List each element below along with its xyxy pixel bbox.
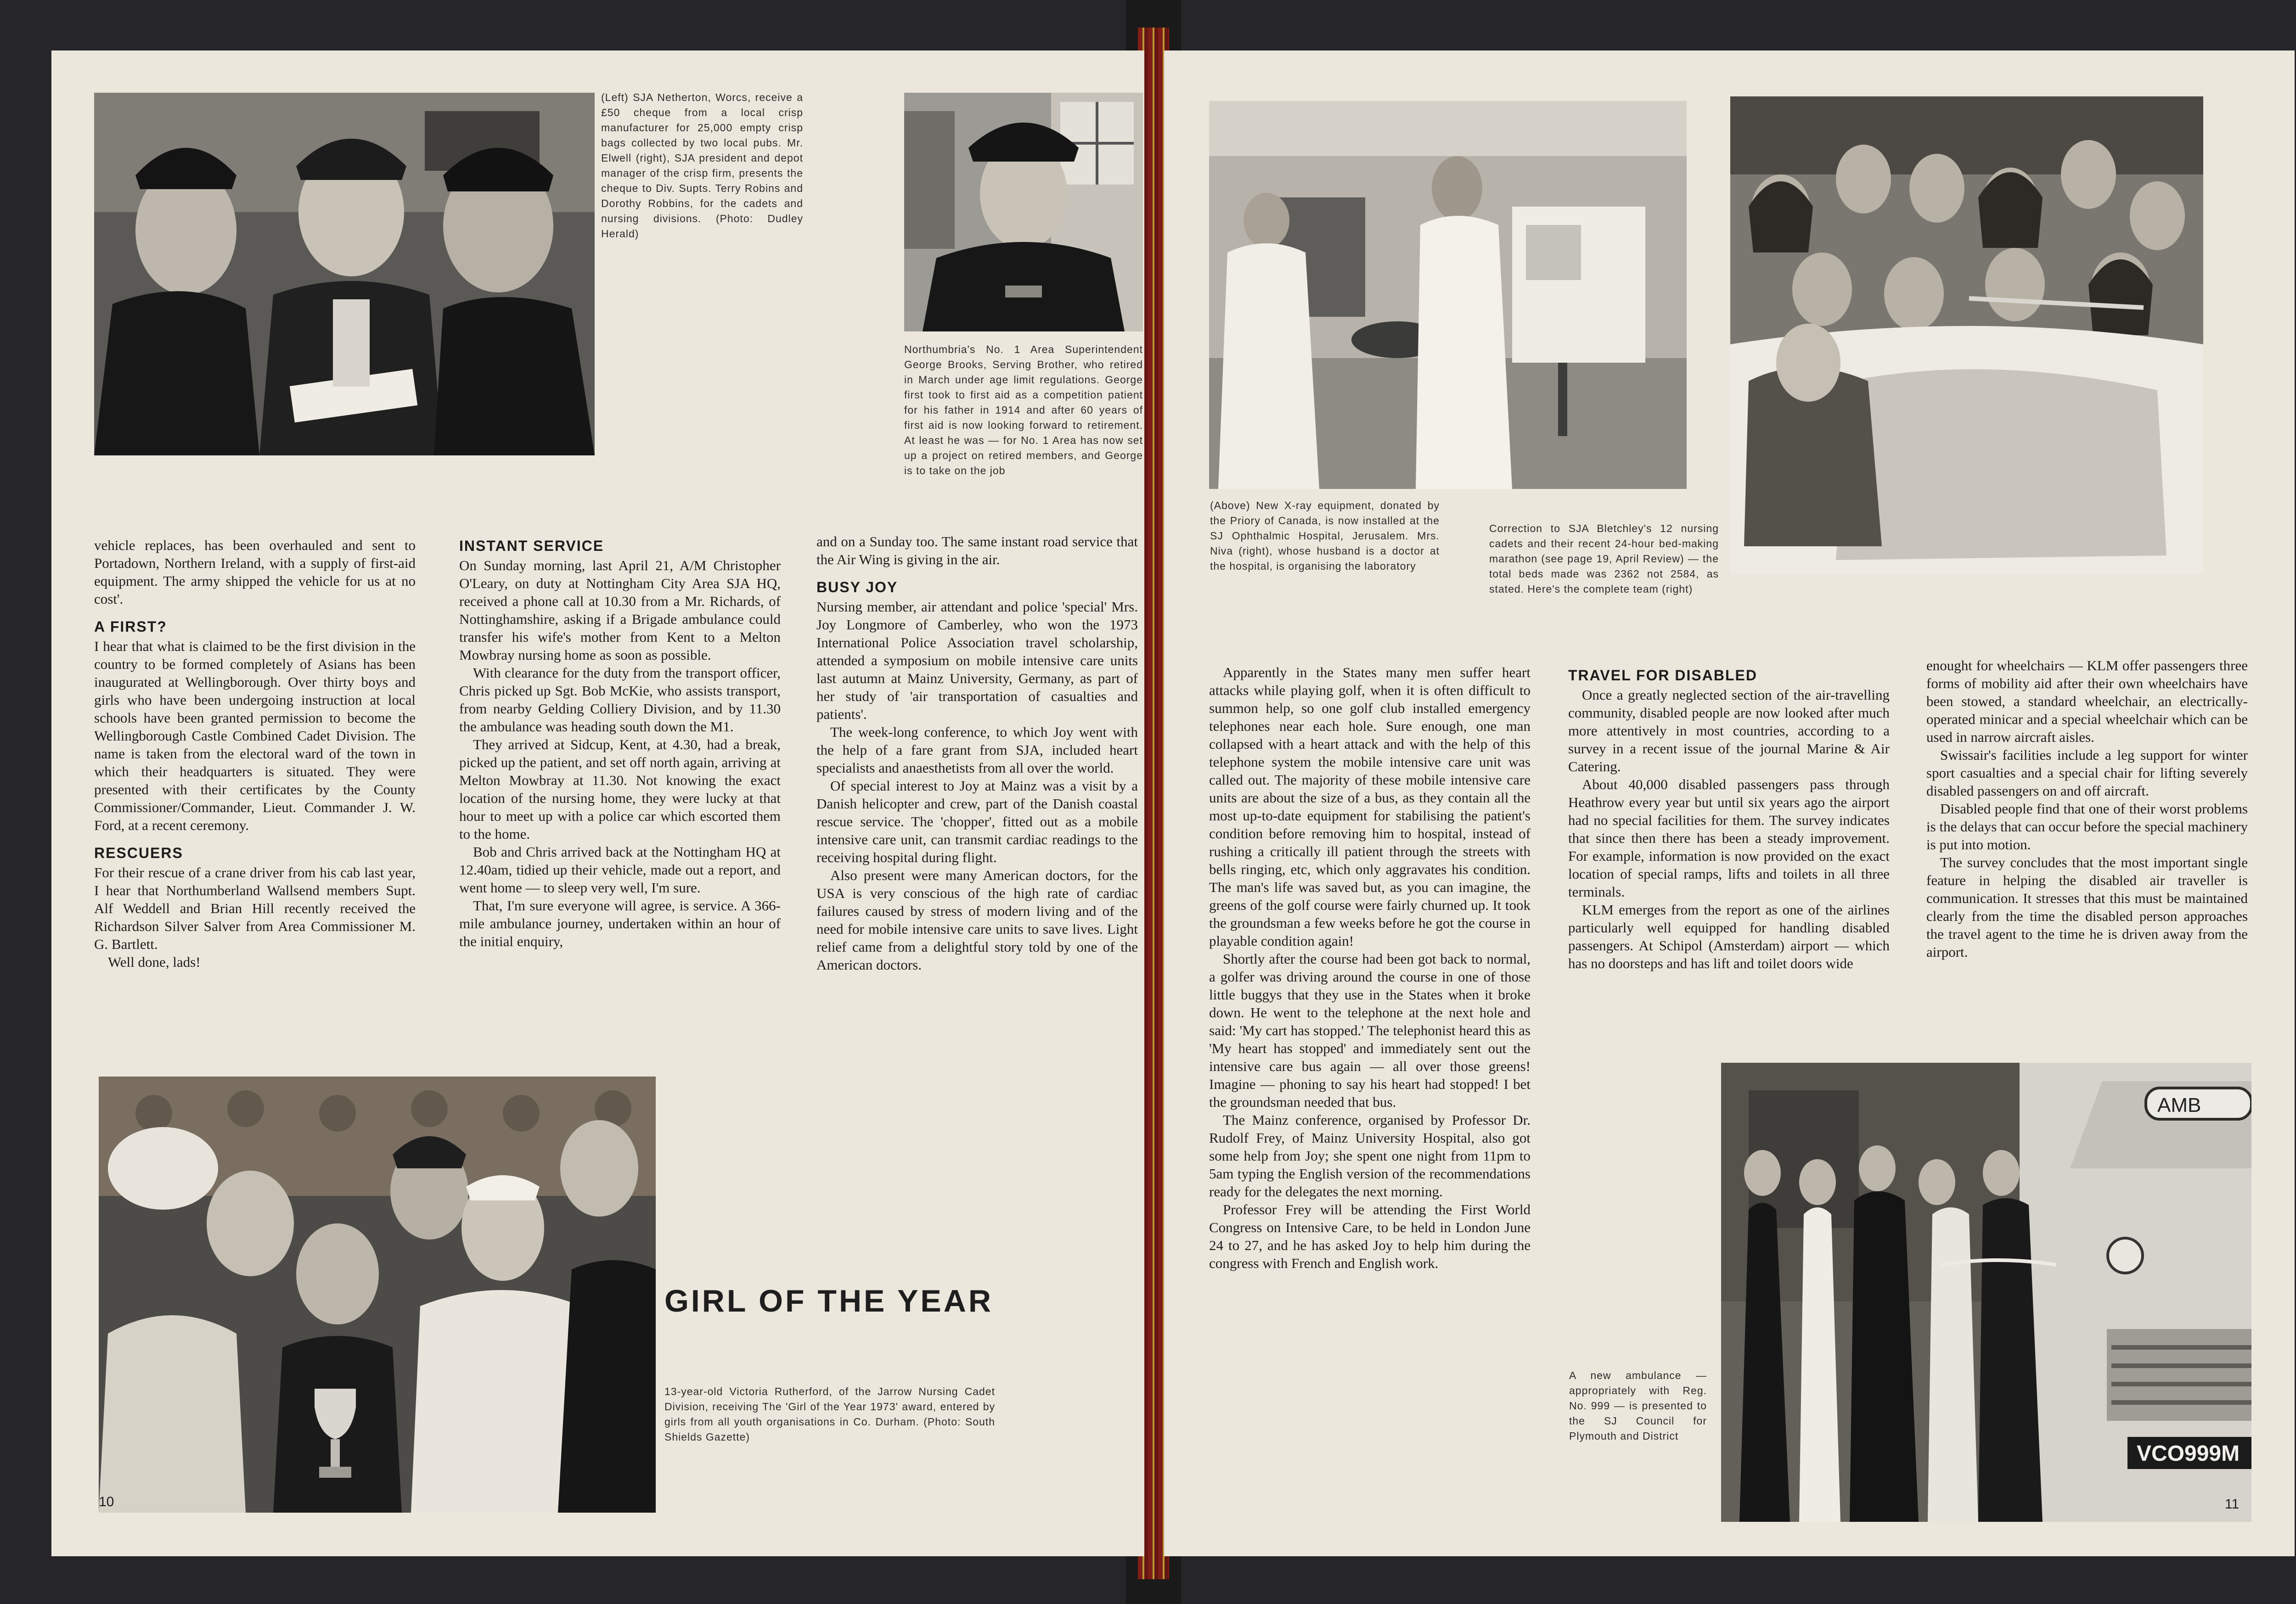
paragraph: The week-long conference, to which Joy went with the help of a fare grant from SJA, included heart specialists and anaesthetists from all over the world. xyxy=(816,724,1138,776)
nursing-cadets-photo xyxy=(1730,96,2203,574)
paragraph: On Sunday morning, last April 21, A/M Christopher O'Leary, on duty at Nottingham City Area SJA HQ, received a phone call at 10.30 from a Mr. Richards, of Nottinghamshire, asking if a Brigade ambulance could transfer his wife's mother from Kent to a Melton Mowbray nursing home as soon as possible. xyxy=(459,557,781,663)
right-page xyxy=(1164,50,2295,1556)
girl-of-the-year-photo xyxy=(99,1077,656,1513)
paragraph: The Mainz conference, organised by Professor Dr. Rudolf Frey, of Mainz University Hospital, also got some help from Joy; she spent one night from 11pm to 5am typing the English version of the recommendations ready for the delegates the next morning. xyxy=(1209,1112,1531,1200)
heading-a-first: A FIRST? xyxy=(94,618,167,635)
cheque-photo-caption: (Left) SJA Netherton, Worcs, receive a £50 cheque from a local crisp manufacturer for 25,000 empty crisp bags collected by two local pubs. Mr. Elwell (right), SJA president and depot manager of the crisp firm, presents the cheque to Div. Supts. Terry Robins and Dorothy Robbins, for the cadets and nursing divisions. (Photo: Dudley Herald) xyxy=(601,91,803,240)
paragraph: The survey concludes that the most important single feature in helping the disabled air traveller is communication. It stresses that this must be maintained clearly from the time the disabled person approaches the travel agent to the time he is driven away from the airport. xyxy=(1926,854,2248,960)
girl-of-the-year-headline: GIRL OF THE YEAR xyxy=(664,1284,994,1318)
heading-busy-joy: BUSY JOY xyxy=(816,579,898,595)
registration-plate-text: VCO999M xyxy=(2137,1441,2240,1466)
paragraph: vehicle replaces, has been overhauled and sent to Portadown, Northern Ireland, with a supply of first-aid equipment. The army shipped the vehicle for us at no cost'. xyxy=(94,537,416,607)
paragraph: Swissair's facilities include a leg support for winter sport casualties and a special chair for lifting severely disabled passengers on and off aircraft. xyxy=(1926,747,2248,799)
paragraph: Once a greatly neglected section of the air-travelling community, disabled people are now looked after much more attentively in most countries, according to a survey in a recent issue of the journal Marine & Air Catering. xyxy=(1568,687,1890,774)
paragraph: Well done, lads! xyxy=(108,954,201,970)
cheque-presentation-photo xyxy=(94,93,595,455)
heading-rescuers: RESCUERS xyxy=(94,845,183,861)
paragraph: Of special interest to Joy at Mainz was a visit by a Danish helicopter and crew, part of the Danish coastal rescue service. The 'chopper', fitted out as a mobile intensive care unit, can transmit cardiac readings to the receiving hospital during flight. xyxy=(816,778,1138,865)
left-page xyxy=(51,50,1144,1556)
text-column-1 xyxy=(94,536,416,971)
paragraph: About 40,000 disabled passengers pass through Heathrow every year but until six years ago the airport had no special facilities for them. The survey indicates that since then there has been a steady improvement. For example, information is now provided on the exact location of special ramps, lifts and toilets in all three terminals. xyxy=(1568,776,1890,900)
george-brooks-caption: Northumbria's No. 1 Area Superintendent George Brooks, Serving Brother, who retired in March under age limit regulations. George first took to first aid as a competition patient for his father in 1914 and after 60 years of first aid is now looking forward to retirement. At least he was — for No. 1 Area has now set up a project on retired members, and George is to take on the job xyxy=(904,343,1143,477)
text-column-6 xyxy=(1926,656,2248,961)
new-ambulance-photo xyxy=(1721,1063,2251,1522)
xray-photo-caption: (Above) New X-ray equipment, donated by the Priory of Canada, is now installed at the SJ Ophthalmic Hospital, Jerusalem. Mrs. Niva (right), whose husband is a doctor at the hospital, is organising the laboratory xyxy=(1210,499,1440,572)
girl-of-the-year-caption: 13-year-old Victoria Rutherford, of the Jarrow Nursing Cadet Division, receiving The 'Girl of the Year 1973' award, entered by girls from all youth organisations in Co. Durham. (Photo: South Shields Gazette) xyxy=(664,1385,995,1443)
ambulance-photo-caption: A new ambulance — appropriately with Reg. No. 999 — is presented to the SJ Council for Plymouth and District xyxy=(1569,1369,1707,1442)
paragraph: Professor Frey will be attending the First World Congress on Intensive Care, to be held in London June 24 to 27, and he has asked Joy to help him during the congress with French and English work. xyxy=(1209,1201,1531,1271)
paragraph: I hear that what is claimed to be the first division in the country to be formed completely of Asians has been inaugurated at Wellingborough. Over thirty boys and girls who have been undergoing instruction at local schools have been granted permission to become the Wellingborough Castle Combined Cadet Division. The name is taken from the electoral ward of the town in which their headquarters is situated. They were presented with their certificates by the County Commissioner/Commander, Lieut. Commander J. W. Ford, at a recent ceremony. xyxy=(94,638,416,833)
heading-travel-for-disabled: TRAVEL FOR DISABLED xyxy=(1568,667,1757,684)
paragraph: Bob and Chris arrived back at the Nottingham HQ at 12.40am, tidied up their vehicle, made out a report, and went home — to sleep very well, I'm sure. xyxy=(459,844,781,896)
page-number-left: 10 xyxy=(99,1494,114,1509)
paragraph: enought for wheelchairs — KLM offer passengers three forms of mobility aid after their own wheelchairs have been stowed, a standard wheelchair, an electrically-operated minicar and a special wheelchair which can be used in narrow aircraft aisles. xyxy=(1926,657,2248,745)
george-brooks-photo xyxy=(904,93,1143,331)
paragraph: Shortly after the course had been got back to normal, a golfer was driving around the course in one of those little buggys that they use in the States when it broke down. He went to the telephone at the next hole and said: 'My cart has stopped.' The telephonist heard this as 'My heart has stopped' and immediately sent out the intensive care bus again — all over those greens! Imagine — phoning to say his heart had stopped! I bet the groundsman needed that bus. xyxy=(1209,951,1531,1110)
cadets-photo-caption: Correction to SJA Bletchley's 12 nursing cadets and their recent 24-hour bed-making marathon (see page 19, April Review) — the total beds made was 2362 not 2584, as stated. Here's the complete team (right) xyxy=(1489,522,1719,595)
paragraph: KLM emerges from the report as one of the airlines particularly well equipped for handling disabled passengers. At Schipol (Amsterdam) airport — which has no doorsteps and has lift and toilet doors wide xyxy=(1568,902,1890,971)
ambulance-sign-text: AMB xyxy=(2157,1094,2201,1116)
paragraph: Nursing member, air attendant and police 'special' Mrs. Joy Longmore of Camberley, who won the 1973 International Police Association travel scholarship, attended a symposium on mobile intensive care units last autumn at Mainz University, Germany, as part of her study of 'air transportation of casualties and patients'. xyxy=(816,599,1138,722)
paragraph: and on a Sunday too. The same instant road service that the Air Wing is giving in the air. xyxy=(816,533,1138,567)
text-column-5 xyxy=(1568,667,1890,972)
heading-instant-service: INSTANT SERVICE xyxy=(459,538,604,554)
paragraph: Also present were many American doctors, for the USA is very conscious of the high rate of cardiac failures caused by stress of modern living and of the need for mobile intensive care units to save lives. Light relief came from a delightful story told by one of the American doctors. xyxy=(816,867,1138,973)
text-column-3 xyxy=(816,533,1138,974)
text-column-4 xyxy=(1209,663,1531,1272)
paragraph: Apparently in the States many men suffer heart attacks while playing golf, when it is often difficult to summon help, so one golf club installed emergency telephones near each hole. Sure enough, one man collapsed with a heart attack and with the help of this telephone system the mobile intensive care unit was called out. The majority of these mobile intensive care units are about the size of a bus, as they contain all the most up-to-date equipment for stabilising the patient's condition before removing him to hospital, instead of rushing a critically ill patient through the streets with bells ringing, etc, which only aggravates his condition. The man's life was saved but, as you can imagine, the greens of the golf course were fairly churned up. It took the groundsman a few weeks before he got the course in playable condition again! xyxy=(1209,664,1531,949)
text-column-2 xyxy=(459,537,781,950)
paragraph: For their rescue of a crane driver from his cab last year, I hear that Northumberland Wallsend members Supt. Alf Weddell and Brian Hill recently received the Richardson Silver Salver from Area Commissioner M. G. Bartlett. xyxy=(94,864,416,952)
paragraph: That, I'm sure everyone will agree, is service. A 366-mile ambulance journey, undertaken within an hour of the initial enquiry, xyxy=(459,897,781,949)
page-number-right: 11 xyxy=(2225,1497,2240,1512)
paragraph: They arrived at Sidcup, Kent, at 4.30, had a break, picked up the patient, and set off north again, arriving at Melton Mowbray at 11.30. Not knowing the exact location of the nursing home, they were lucky at that hour to meet up with a police car which escorted them to the home. xyxy=(459,736,781,842)
xray-equipment-photo xyxy=(1209,101,1687,489)
paragraph: With clearance for the duty from the transport officer, Chris picked up Sgt. Bob McKie, who assists transport, from nearby Gelding Colliery Division, and by 11.30 the ambulance was heading south down the M1. xyxy=(459,665,781,735)
paragraph: Disabled people find that one of their worst problems is the delays that can occur before the special machinery is put into motion. xyxy=(1926,801,2248,852)
